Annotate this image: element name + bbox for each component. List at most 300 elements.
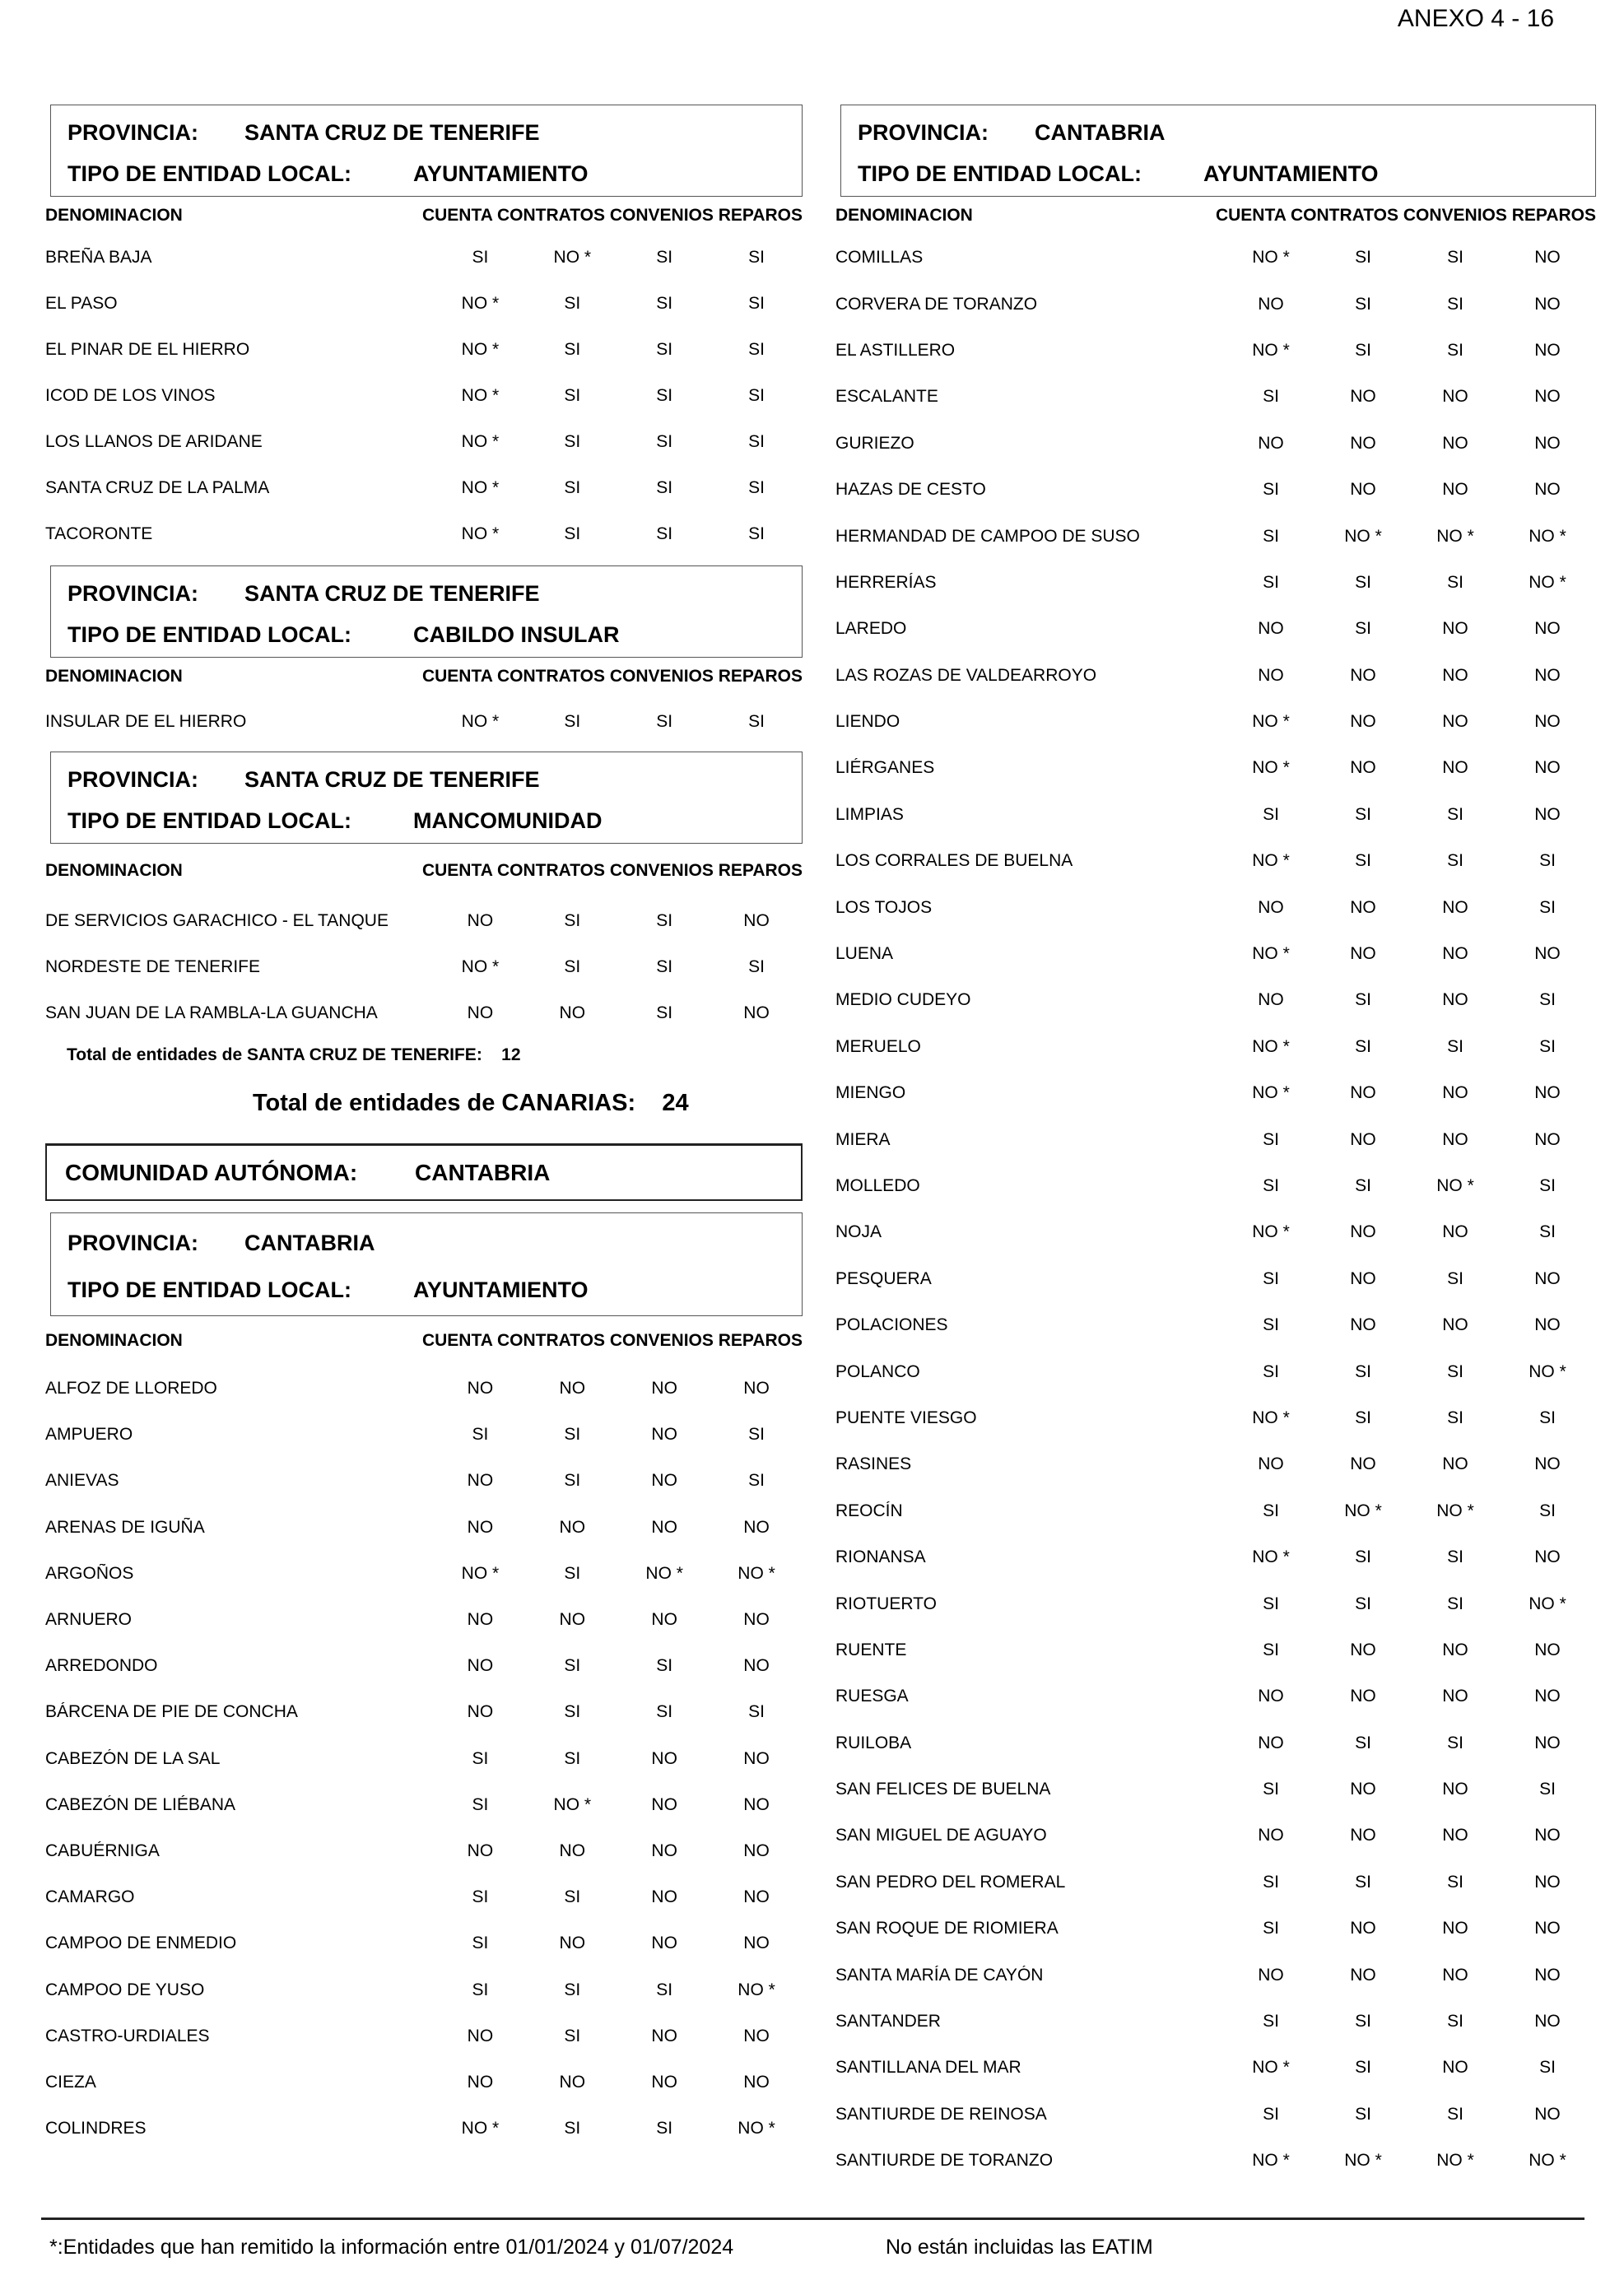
- cuenta-value: SI: [1263, 1315, 1279, 1335]
- table-row: [45, 2106, 803, 2152]
- contratos-value: NO: [559, 1379, 586, 1398]
- contratos-value: SI: [564, 1471, 581, 1491]
- table-body: [45, 898, 803, 1036]
- cuenta-value: NO: [1258, 1687, 1284, 1706]
- convenios-value: NO: [1442, 433, 1468, 453]
- reparos-value: SI: [1539, 1501, 1556, 1520]
- entity-name: NOJA: [835, 1222, 882, 1242]
- table-row: [835, 931, 1596, 977]
- entity-name: SAN ROQUE DE RIOMIERA: [835, 1919, 1059, 1938]
- contratos-value: SI: [1355, 294, 1371, 314]
- convenios-value: SI: [656, 1656, 673, 1676]
- cuenta-value: NO: [1258, 897, 1284, 917]
- reparos-value: NO *: [1529, 1361, 1566, 1381]
- cuenta-value: NO: [1258, 1826, 1284, 1845]
- table-row: [835, 2092, 1596, 2138]
- cuenta-value: NO *: [1252, 758, 1290, 778]
- entity-name: CABEZÓN DE LIÉBANA: [45, 1794, 236, 1814]
- reparos-value: NO *: [1529, 572, 1566, 592]
- convenios-value: NO: [1442, 758, 1468, 778]
- cuenta-value: SI: [1263, 2012, 1279, 2031]
- convenios-value: SI: [656, 957, 673, 976]
- reparos-value: NO: [1534, 1315, 1561, 1335]
- cuenta-value: NO: [1258, 433, 1284, 453]
- table-row: [45, 1366, 803, 1412]
- cuenta-value: NO: [1258, 619, 1284, 639]
- cuenta-value: NO *: [1252, 248, 1290, 268]
- convenios-value: SI: [1447, 1733, 1463, 1752]
- total-comunidad-label: Total de entidades de CANARIAS:: [253, 1089, 636, 1116]
- table-row: [45, 1643, 803, 1689]
- reparos-value: NO: [1534, 1640, 1561, 1659]
- provincia-value: SANTA CRUZ DE TENERIFE: [244, 580, 540, 606]
- contratos-value: SI: [564, 478, 581, 497]
- entity-name: RUILOBA: [835, 1733, 912, 1752]
- table-row: [835, 513, 1596, 559]
- convenios-value: SI: [1447, 248, 1463, 268]
- reparos-value: NO: [743, 1003, 770, 1022]
- entity-name: LIENDO: [835, 712, 900, 732]
- entity-name: RIONANSA: [835, 1547, 926, 1567]
- reparos-value: NO: [1534, 294, 1561, 314]
- table-row: [835, 1627, 1596, 1673]
- cuenta-value: NO *: [1252, 1036, 1290, 1056]
- reparos-value: NO *: [738, 1563, 775, 1583]
- entity-name: ARGOÑOS: [45, 1563, 134, 1583]
- cuenta-value: NO: [1258, 1454, 1284, 1474]
- cuenta-value: NO *: [461, 712, 500, 731]
- convenios-value: NO: [1442, 480, 1468, 500]
- table-body: [835, 235, 1596, 2184]
- cuenta-value: NO: [1258, 294, 1284, 314]
- cuenta-value: NO: [1258, 665, 1284, 685]
- reparos-value: NO: [1534, 1826, 1561, 1845]
- reparos-value: NO *: [1529, 1594, 1566, 1613]
- cuenta-value: NO: [467, 2072, 494, 2092]
- table-row: [45, 944, 803, 990]
- cuenta-value: NO: [467, 911, 494, 930]
- convenios-value: NO: [1442, 712, 1468, 732]
- table-row: [835, 467, 1596, 513]
- convenios-value: SI: [656, 2119, 673, 2138]
- contratos-value: SI: [1355, 1547, 1371, 1567]
- table-row: [45, 373, 803, 419]
- table-row: [45, 419, 803, 465]
- contratos-value: NO *: [553, 1794, 592, 1814]
- columns-header: CUENTA CONTRATOS CONVENIOS REPAROS: [1215, 206, 1596, 225]
- reparos-value: NO: [743, 1656, 770, 1676]
- reparos-value: NO: [1534, 1268, 1561, 1288]
- reparos-value: NO: [1534, 1919, 1561, 1938]
- convenios-value: SI: [656, 1980, 673, 1999]
- cuenta-value: SI: [1263, 480, 1279, 500]
- entity-name: CAMPOO DE ENMEDIO: [45, 1934, 237, 1953]
- contratos-value: NO: [1350, 1268, 1376, 1288]
- table-row: [835, 421, 1596, 467]
- reparos-value: NO: [1534, 1454, 1561, 1474]
- reparos-value: SI: [1539, 1222, 1556, 1242]
- contratos-value: NO *: [1344, 2151, 1382, 2171]
- reparos-value: SI: [748, 248, 765, 267]
- contratos-value: NO: [1350, 897, 1376, 917]
- convenios-value: NO: [651, 1471, 677, 1491]
- table-row: [835, 1163, 1596, 1209]
- contratos-value: SI: [1355, 2058, 1371, 2078]
- provincia-label: PROVINCIA:: [67, 1231, 199, 1255]
- entity-name: COMILLAS: [835, 248, 924, 268]
- table-row: [835, 1952, 1596, 1998]
- convenios-value: NO: [651, 2026, 677, 2045]
- comunidad-header-box: [45, 1143, 803, 1201]
- table-row: [45, 1828, 803, 1874]
- table-row: [835, 745, 1596, 791]
- entity-name: MIENGO: [835, 1083, 906, 1103]
- contratos-value: NO: [1350, 1919, 1376, 1938]
- cuenta-value: NO: [1258, 1965, 1284, 1985]
- table-row: [835, 1302, 1596, 1348]
- cuenta-value: NO *: [1252, 340, 1290, 360]
- convenios-value: NO: [1442, 665, 1468, 685]
- cuenta-value: NO *: [461, 2119, 500, 2138]
- cuenta-value: SI: [1263, 1361, 1279, 1381]
- total-comunidad-count: 24: [662, 1089, 689, 1116]
- reparos-value: NO: [743, 1841, 770, 1860]
- convenios-value: NO: [1442, 1826, 1468, 1845]
- reparos-value: NO: [1534, 804, 1561, 824]
- table-row: [835, 1813, 1596, 1859]
- entity-name: RUENTE: [835, 1640, 907, 1659]
- tipo-value: MANCOMUNIDAD: [413, 807, 603, 833]
- table-row: [835, 1999, 1596, 2045]
- contratos-value: NO *: [1344, 526, 1382, 546]
- entity-name: CORVERA DE TORANZO: [835, 294, 1038, 314]
- contratos-value: SI: [1355, 1594, 1371, 1613]
- contratos-value: SI: [1355, 1036, 1371, 1056]
- contratos-value: SI: [564, 712, 581, 731]
- cuenta-value: SI: [1263, 1780, 1279, 1799]
- table-row: [45, 1551, 803, 1597]
- contratos-value: SI: [564, 1887, 581, 1907]
- entity-name: EL PINAR DE EL HIERRO: [45, 340, 250, 359]
- table-header: [45, 658, 803, 696]
- cuenta-value: NO *: [461, 957, 500, 976]
- contratos-value: SI: [1355, 2104, 1371, 2124]
- denominacion-header: DENOMINACION: [45, 206, 183, 225]
- convenios-value: NO: [1442, 1454, 1468, 1474]
- reparos-value: NO *: [738, 1980, 775, 1999]
- table-row: [835, 560, 1596, 606]
- denominacion-header: DENOMINACION: [45, 861, 183, 880]
- entity-name: NORDESTE DE TENERIFE: [45, 957, 260, 976]
- reparos-value: NO: [1534, 1733, 1561, 1752]
- table-row: [45, 1874, 803, 1920]
- cuenta-value: NO *: [461, 340, 500, 359]
- tipo-label: TIPO DE ENTIDAD LOCAL:: [67, 807, 351, 833]
- convenios-value: NO: [651, 1841, 677, 1860]
- reparos-value: SI: [748, 957, 765, 976]
- convenios-value: NO: [1442, 1129, 1468, 1149]
- contratos-value: SI: [564, 386, 581, 405]
- contratos-value: SI: [564, 524, 581, 543]
- cuenta-value: NO: [467, 1610, 494, 1630]
- provincia-label: PROVINCIA:: [67, 119, 199, 145]
- contratos-value: SI: [1355, 1361, 1371, 1381]
- reparos-value: NO: [1534, 1965, 1561, 1985]
- entity-name: MEDIO CUDEYO: [835, 990, 971, 1010]
- reparos-value: NO: [743, 1794, 770, 1814]
- cuenta-value: SI: [472, 1794, 489, 1814]
- reparos-value: NO: [743, 1748, 770, 1768]
- table-row: [835, 1488, 1596, 1534]
- provincia-value: SANTA CRUZ DE TENERIFE: [244, 119, 540, 145]
- provincia-label: PROVINCIA:: [858, 119, 989, 145]
- table-row: [835, 1441, 1596, 1487]
- table-row: [835, 281, 1596, 327]
- reparos-value: SI: [748, 478, 765, 497]
- table-row: [835, 1070, 1596, 1116]
- cuenta-value: NO *: [1252, 1408, 1290, 1427]
- cuenta-value: NO *: [461, 478, 500, 497]
- reparos-value: NO: [1534, 665, 1561, 685]
- reparos-value: SI: [1539, 1780, 1556, 1799]
- section-header-box: [50, 565, 803, 658]
- convenios-value: NO: [651, 1748, 677, 1768]
- table-row: [45, 281, 803, 327]
- columns-header: CUENTA CONTRATOS CONVENIOS REPAROS: [421, 861, 803, 880]
- contratos-value: NO: [1350, 387, 1376, 407]
- contratos-value: NO: [559, 2072, 586, 2092]
- columns-header: CUENTA CONTRATOS CONVENIOS REPAROS: [421, 206, 803, 225]
- convenios-value: SI: [1447, 294, 1463, 314]
- contratos-value: NO: [1350, 1780, 1376, 1799]
- provincia-value: SANTA CRUZ DE TENERIFE: [244, 766, 540, 792]
- reparos-value: NO: [1534, 2012, 1561, 2031]
- table-row: [835, 1209, 1596, 1255]
- cuenta-value: SI: [472, 248, 489, 267]
- contratos-value: SI: [1355, 1408, 1371, 1427]
- reparos-value: NO: [743, 1379, 770, 1398]
- footnote-eatim: No están incluidas las EATIM: [886, 2236, 1153, 2259]
- contratos-value: NO: [559, 1003, 586, 1022]
- cuenta-value: NO *: [461, 386, 500, 405]
- table-row: [45, 511, 803, 557]
- contratos-value: SI: [564, 340, 581, 359]
- entity-name: LIMPIAS: [835, 804, 904, 824]
- convenios-value: SI: [656, 524, 673, 543]
- reparos-value: SI: [1539, 1408, 1556, 1427]
- reparos-value: SI: [748, 712, 765, 731]
- convenios-value: SI: [656, 432, 673, 451]
- contratos-value: NO: [1350, 1315, 1376, 1335]
- total-comunidad: [253, 1074, 803, 1132]
- table-body: [45, 1366, 803, 2152]
- convenios-value: SI: [656, 911, 673, 930]
- tipo-label: TIPO DE ENTIDAD LOCAL:: [67, 161, 351, 186]
- table-row: [835, 1024, 1596, 1070]
- contratos-value: SI: [1355, 851, 1371, 871]
- convenios-value: NO *: [645, 1563, 683, 1583]
- reparos-value: SI: [748, 432, 765, 451]
- total-provincia-label: Total de entidades de SANTA CRUZ DE TENERIFE:: [67, 1045, 482, 1064]
- contratos-value: NO *: [553, 248, 592, 267]
- reparos-value: SI: [748, 1425, 765, 1445]
- comunidad-value: CANTABRIA: [415, 1159, 551, 1185]
- table-row: [835, 2138, 1596, 2184]
- entity-name: LOS CORRALES DE BUELNA: [835, 851, 1073, 871]
- denominacion-header: DENOMINACION: [835, 206, 973, 225]
- entity-name: EL ASTILLERO: [835, 340, 956, 360]
- convenios-value: SI: [656, 248, 673, 267]
- reparos-value: NO: [1534, 1129, 1561, 1149]
- convenios-value: NO: [651, 1517, 677, 1537]
- convenios-value: SI: [1447, 340, 1463, 360]
- table-body: [45, 235, 803, 557]
- entity-name: CAMARGO: [45, 1887, 135, 1907]
- convenios-value: NO: [1442, 1222, 1468, 1242]
- entity-name: LOS LLANOS DE ARIDANE: [45, 432, 263, 451]
- table-row: [45, 696, 803, 748]
- contratos-value: NO: [1350, 1129, 1376, 1149]
- cuenta-value: NO: [467, 1702, 494, 1722]
- provincia-label: PROVINCIA:: [67, 580, 199, 606]
- tipo-label: TIPO DE ENTIDAD LOCAL:: [67, 1277, 351, 1302]
- entity-name: SANTA CRUZ DE LA PALMA: [45, 478, 270, 497]
- table-row: [835, 328, 1596, 374]
- contratos-value: NO: [1350, 480, 1376, 500]
- table-row: [835, 653, 1596, 699]
- table-row: [45, 327, 803, 373]
- table-row: [835, 884, 1596, 930]
- entity-name: REOCÍN: [835, 1501, 903, 1520]
- contratos-value: NO: [1350, 1083, 1376, 1103]
- reparos-value: SI: [1539, 1036, 1556, 1056]
- convenios-value: SI: [1447, 572, 1463, 592]
- contratos-value: SI: [564, 1425, 581, 1445]
- contratos-value: NO: [1350, 758, 1376, 778]
- table-row: [45, 1920, 803, 1966]
- reparos-value: SI: [748, 294, 765, 313]
- cuenta-value: NO *: [1252, 712, 1290, 732]
- contratos-value: NO: [559, 1517, 586, 1537]
- entity-name: SAN JUAN DE LA RAMBLA-LA GUANCHA: [45, 1003, 378, 1022]
- table-row: [835, 1116, 1596, 1162]
- convenios-value: SI: [656, 340, 673, 359]
- reparos-value: NO: [743, 911, 770, 930]
- entity-name: ALFOZ DE LLOREDO: [45, 1379, 217, 1398]
- cuenta-value: NO *: [1252, 1083, 1290, 1103]
- table-row: [45, 898, 803, 944]
- convenios-value: SI: [656, 1702, 673, 1722]
- section-header-box: [50, 1212, 803, 1316]
- table-row: [835, 1534, 1596, 1580]
- cuenta-value: NO *: [1252, 2151, 1290, 2171]
- entity-name: EL PASO: [45, 294, 118, 313]
- contratos-value: SI: [1355, 340, 1371, 360]
- comunidad-label: COMUNIDAD AUTÓNOMA:: [65, 1159, 358, 1185]
- cuenta-value: NO: [467, 1471, 494, 1491]
- cuenta-value: SI: [1263, 526, 1279, 546]
- convenios-value: SI: [1447, 1872, 1463, 1892]
- entity-name: AMPUERO: [45, 1425, 133, 1445]
- contratos-value: SI: [564, 957, 581, 976]
- reparos-value: NO *: [738, 2119, 775, 2138]
- reparos-value: NO: [1534, 340, 1561, 360]
- entity-name: ARENAS DE IGUÑA: [45, 1517, 205, 1537]
- table-row: [835, 1580, 1596, 1626]
- entity-name: MIERA: [835, 1129, 891, 1149]
- table-row: [835, 1720, 1596, 1766]
- entity-name: SANTILLANA DEL MAR: [835, 2058, 1021, 2078]
- reparos-value: SI: [1539, 990, 1556, 1010]
- cuenta-value: NO *: [461, 524, 500, 543]
- footnote: *:Entidades que han remitido la información entre 01/01/2024 y 01/07/2024: [49, 2236, 734, 2259]
- convenios-value: NO: [651, 1794, 677, 1814]
- contratos-value: SI: [1355, 2012, 1371, 2031]
- table-row: [835, 977, 1596, 1023]
- entity-name: SANTIURDE DE REINOSA: [835, 2104, 1047, 2124]
- reparos-value: NO: [1534, 1687, 1561, 1706]
- reparos-value: SI: [748, 1471, 765, 1491]
- entity-name: SAN FELICES DE BUELNA: [835, 1780, 1051, 1799]
- entity-name: LOS TOJOS: [835, 897, 933, 917]
- cuenta-value: NO *: [1252, 1222, 1290, 1242]
- convenios-value: SI: [1447, 1268, 1463, 1288]
- reparos-value: NO: [1534, 1547, 1561, 1567]
- contratos-value: SI: [1355, 619, 1371, 639]
- cuenta-value: SI: [472, 1934, 489, 1953]
- contratos-value: SI: [564, 2026, 581, 2045]
- reparos-value: NO: [1534, 758, 1561, 778]
- columns-header: CUENTA CONTRATOS CONVENIOS REPAROS: [421, 1331, 803, 1350]
- tipo-label: TIPO DE ENTIDAD LOCAL:: [858, 161, 1142, 186]
- tipo-value: CABILDO INSULAR: [413, 621, 620, 647]
- reparos-value: NO: [743, 1887, 770, 1907]
- annex-number: ANEXO 4 - 16: [1397, 5, 1554, 32]
- convenios-value: NO *: [1436, 1501, 1474, 1520]
- table-row: [835, 2045, 1596, 2091]
- section-header-box: [50, 105, 803, 197]
- reparos-value: SI: [748, 386, 765, 405]
- table-row: [835, 1766, 1596, 1813]
- entity-name: ICOD DE LOS VINOS: [45, 386, 216, 405]
- reparos-value: NO: [1534, 1083, 1561, 1103]
- table-row: [835, 838, 1596, 884]
- cuenta-value: NO: [467, 2026, 494, 2045]
- cuenta-value: NO: [1258, 990, 1284, 1010]
- table-row: [45, 990, 803, 1036]
- cuenta-value: SI: [1263, 1268, 1279, 1288]
- convenios-value: NO: [1442, 1640, 1468, 1659]
- cuenta-value: NO: [467, 1656, 494, 1676]
- tipo-value: AYUNTAMIENTO: [1203, 161, 1379, 186]
- left-column: [45, 105, 803, 2152]
- contratos-value: SI: [564, 1980, 581, 1999]
- cuenta-value: NO *: [461, 1563, 500, 1583]
- cuenta-value: NO: [467, 1841, 494, 1860]
- contratos-value: SI: [564, 294, 581, 313]
- contratos-value: SI: [564, 432, 581, 451]
- convenios-value: NO: [1442, 944, 1468, 964]
- convenios-value: NO: [1442, 1315, 1468, 1335]
- footer-divider: [41, 2218, 1584, 2220]
- contratos-value: NO: [1350, 1687, 1376, 1706]
- contratos-value: NO: [1350, 944, 1376, 964]
- convenios-value: SI: [656, 1003, 673, 1022]
- cuenta-value: SI: [1263, 1872, 1279, 1892]
- cuenta-value: NO *: [461, 432, 500, 451]
- cuenta-value: NO *: [1252, 2058, 1290, 2078]
- entity-name: GURIEZO: [835, 433, 914, 453]
